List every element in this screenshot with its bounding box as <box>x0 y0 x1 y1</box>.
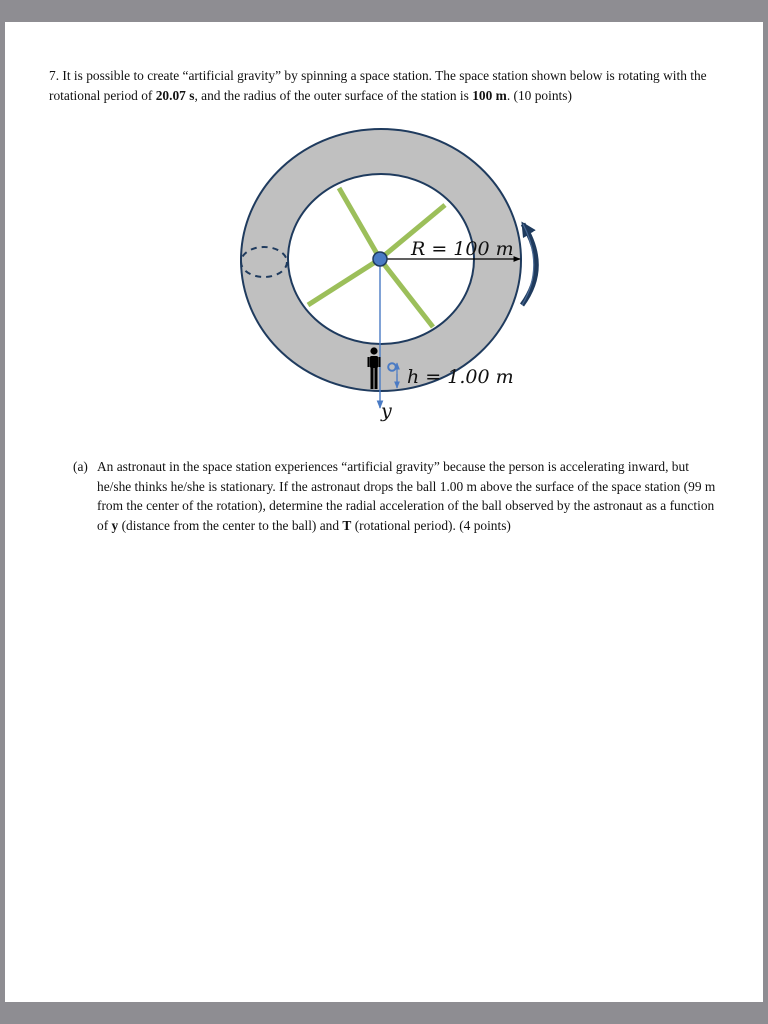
spoke-upper-left <box>339 188 380 259</box>
period-value: 20.07 s <box>155 87 195 103</box>
document-page <box>5 22 763 1002</box>
part-a <box>73 457 723 535</box>
question-text-1: It is possible to create “artificial gravity” by spinning a space station. The space station shown below is rotating with the rotational period of <box>49 68 707 103</box>
var-y: y <box>111 517 119 533</box>
var-T: T <box>342 517 352 533</box>
part-a-text: An astronaut in the space station experiences “artificial gravity” because the person is accelerating inward, but he/she thinks he/she is stationary. If the astronaut drops the ball 1.00 m above the surface of the space station (99 m from the center of the rotation), determine the radial acceleration of the ball observed by the astronaut as a function of y (distance from the center to the ball) and T (rotational period). (4 points) <box>97 459 716 533</box>
spoke-lower-right <box>380 259 433 327</box>
height-label: h = 1.00 m <box>407 366 514 388</box>
radius-label: R = 100 m <box>411 238 514 260</box>
question-text-3: . (10 points) <box>506 87 572 103</box>
spoke-lower-left <box>308 259 380 305</box>
hub <box>373 252 387 266</box>
question-text-2: , and the radius of the outer surface of the station is <box>194 87 473 103</box>
y-axis-label: y <box>381 400 392 422</box>
part-a-label: (a) <box>73 459 88 474</box>
question-number: 7. <box>49 68 60 83</box>
radius-value: 100 m <box>472 87 507 103</box>
